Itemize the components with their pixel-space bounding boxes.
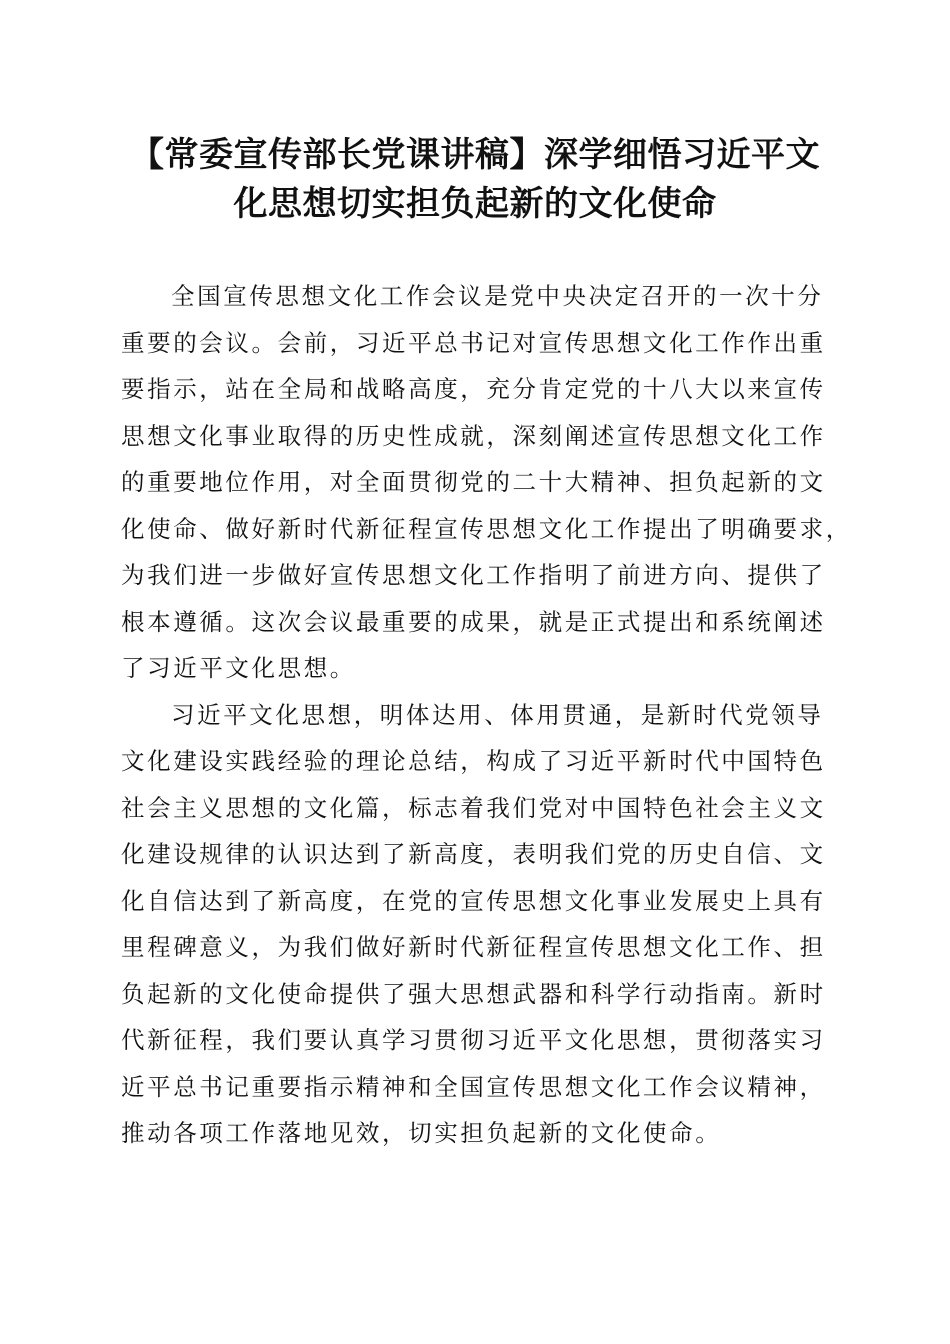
paragraph-line: 全国宣传思想文化工作会议是党中央决定召开的一次十分 — [171, 282, 824, 310]
paragraph-line: 要指示，站在全局和战略高度，充分肯定党的十八大以来宣传 — [121, 375, 826, 403]
paragraph-line: 化自信达到了新高度，在党的宣传思想文化事业发展史上具有 — [121, 886, 826, 915]
paragraph-line: 化建设规律的认识达到了新高度，表明我们党的历史自信、文 — [121, 840, 826, 868]
paragraph-line: 社会主义思想的文化篇，标志着我们党对中国特色社会主义文 — [121, 793, 826, 822]
title-line-2: 化思想切实担负起新的文化使命 — [233, 184, 717, 224]
paragraph-line: 负起新的文化使命提供了强大思想武器和科学行动指南。新时 — [121, 979, 826, 1008]
paragraph-line: 里程碑意义，为我们做好新时代新征程宣传思想文化工作、担 — [121, 933, 826, 961]
paragraph-line: 思想文化事业取得的历史性成就，深刻阐述宣传思想文化工作 — [121, 421, 826, 450]
paragraph-line: 为我们进一步做好宣传思想文化工作指明了前进方向、提供了 — [121, 561, 826, 589]
paragraph-line: 根本遵循。这次会议最重要的成果，就是正式提出和系统阐述 — [121, 607, 826, 636]
paragraph-line: 习近平文化思想，明体达用、体用贯通，是新时代党领导 — [171, 700, 824, 729]
title-line-1: 【常委宣传部长党课讲稿】深学细悟习近平文 — [130, 135, 820, 175]
document-body — [121, 273, 852, 1157]
paragraph-line: 的重要地位作用，对全面贯彻党的二十大精神、担负起新的文 — [121, 468, 826, 496]
document-title — [110, 131, 840, 229]
paragraph-2 — [121, 692, 831, 1157]
paragraph-line: 近平总书记重要指示精神和全国宣传思想文化工作会议精神， — [121, 1072, 826, 1101]
paragraph-line: 了习近平文化思想。 — [121, 654, 356, 682]
paragraph-line: 文化建设实践经验的理论总结，构成了习近平新时代中国特色 — [121, 747, 826, 775]
paragraph-line: 化使命、做好新时代新征程宣传思想文化工作提出了明确要求， — [121, 514, 852, 543]
paragraph-line: 代新征程，我们要认真学习贯彻习近平文化思想，贯彻落实习 — [121, 1026, 826, 1054]
paragraph-line: 重要的会议。会前，习近平总书记对宣传思想文化工作作出重 — [121, 328, 826, 357]
paragraph-1 — [121, 273, 852, 692]
paragraph-line: 推动各项工作落地见效，切实担负起新的文化使命。 — [121, 1119, 722, 1147]
